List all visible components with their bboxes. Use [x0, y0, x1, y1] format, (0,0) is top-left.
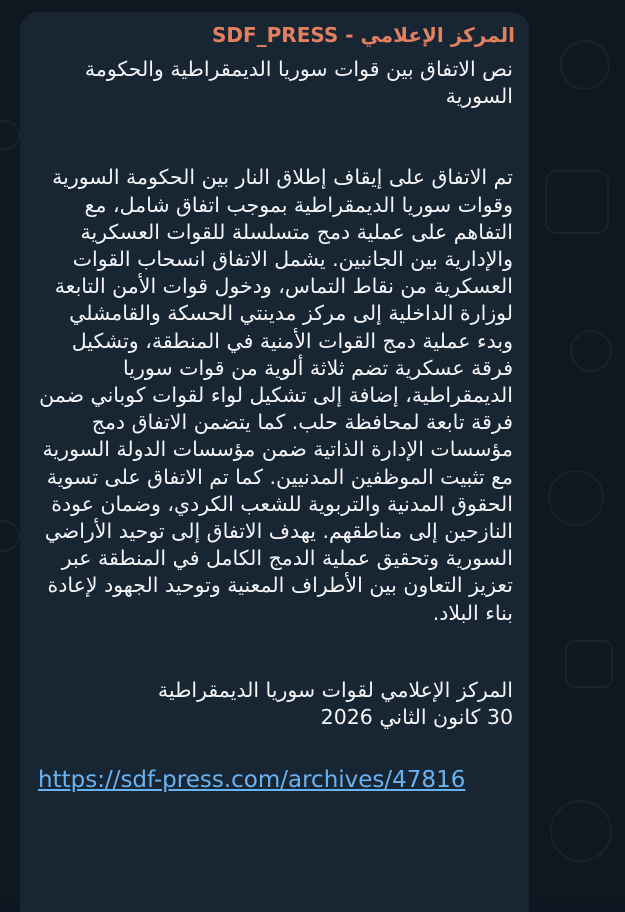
- wallpaper-doodle: [548, 470, 604, 526]
- wallpaper-doodle: [550, 800, 612, 862]
- sender-name[interactable]: المركز الإعلامي - SDF_PRESS: [211, 23, 515, 47]
- message-title: نص الاتفاق بين قوات سوريا الديمقراطية والحكومة السورية: [84, 57, 513, 109]
- archive-link[interactable]: https://sdf-press.com/archives/47816: [38, 767, 466, 794]
- message-body: تم الاتفاق على إيقاف إطلاق النار بين الحكومة السورية وقوات سوريا الديمقراطية بموجب اتفاق شامل، مع التفاهم على عملية دمج متسلسلة للقوات العسكرية والإدارية بين الجانبين. يشمل الاتفاق انسحاب القوات العسكرية من نقاط التماس، ودخول قوات الأمن التابعة لوزارة الداخلية إلى مركز مدينتي الحسكة والقامشلي وبدء عملية دمج القوات الأمنية في المنطقة، وتشكيل فرقة عسكرية تضم ثلاثة ألوية من قوات سوريا الديمقراطية، إضافة إلى تشكيل لواء لقوات كوباني ضمن فرقة تابعة لمحافظة حلب. كما يتضمن الاتفاق دمج مؤسسات الإدارة الذاتية ضمن مؤسسات الدولة السورية مع تثبيت الموظفين المدنيين. كما تم الاتفاق على تسوية الحقوق المدنية والتربوية للشعب الكردي، وضمان عودة النازحين إلى مناطقهم. يهدف الاتفاق إلى توحيد الأراضي السورية وتحقيق عملية الدمج الكامل في المنطقة عبر تعزيز التعاون بين الأطراف المعنية وتوحيد الجهود لإعادة بناء البلاد.: [39, 165, 513, 625]
- wallpaper-doodle: [545, 170, 609, 234]
- wallpaper-doodle: [570, 330, 612, 372]
- message-date: 30 كانون الثاني 2026: [320, 705, 513, 730]
- wallpaper-doodle: [0, 120, 20, 150]
- wallpaper-doodle: [565, 640, 613, 688]
- message-text: [38, 56, 513, 731]
- message-signature: المركز الإعلامي لقوات سوريا الديمقراطية: [157, 677, 513, 702]
- message-bubble[interactable]: [20, 12, 529, 912]
- wallpaper-doodle: [560, 40, 610, 90]
- wallpaper-doodle: [0, 520, 20, 552]
